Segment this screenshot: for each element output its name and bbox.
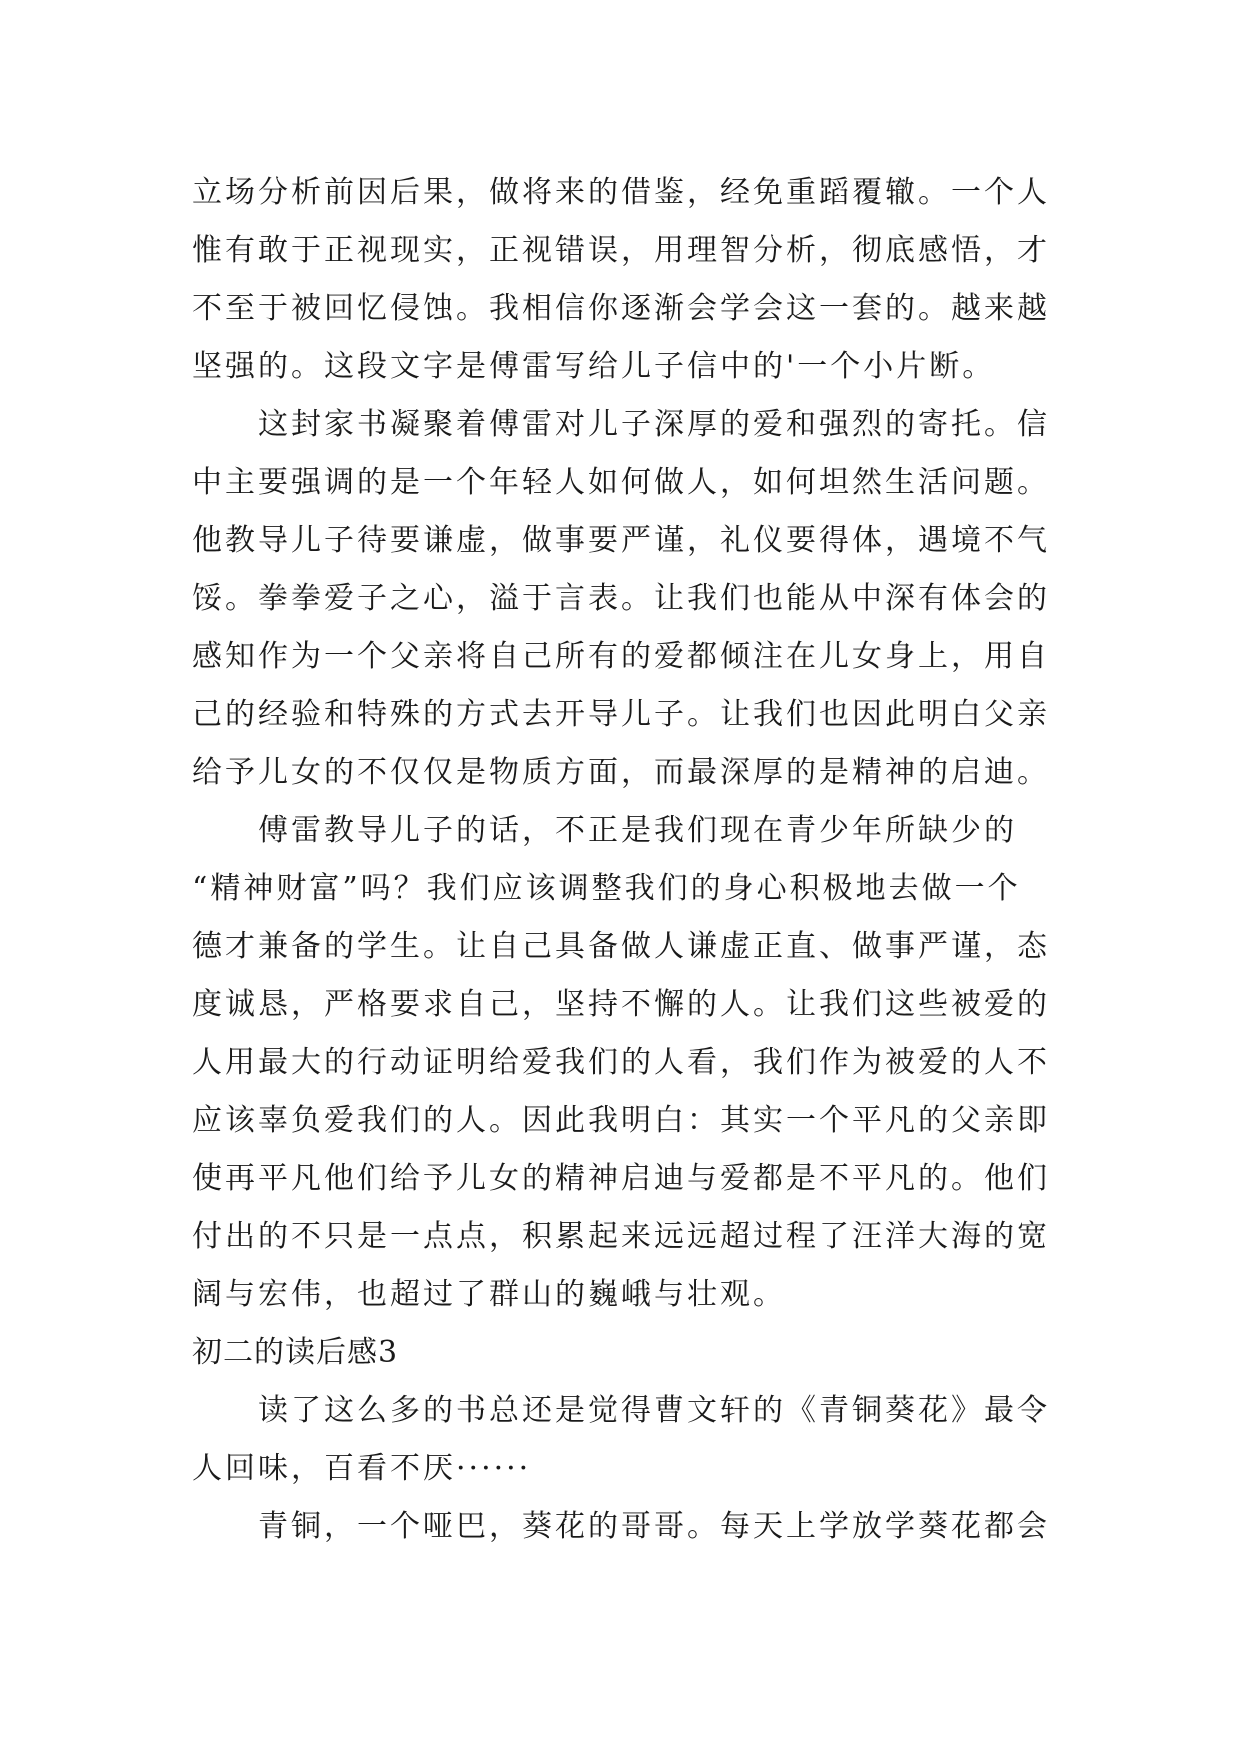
text-line: 付出的不只是一点点，积累起来远远超过程了汪洋大海的宽 (192, 1219, 1050, 1254)
text-line: 馁。拳拳爱子之心，溢于言表。让我们也能从中深有体会的 (192, 581, 1050, 616)
text-line: 这封家书凝聚着傅雷对儿子深厚的爱和强烈的寄托。信 (192, 407, 1050, 442)
text-line: 立场分析前因后果，做将来的借鉴，经免重蹈覆辙。一个人 (192, 175, 1050, 210)
text-line: 人回味，百看不厌······ (192, 1451, 532, 1486)
text-line: 他教导儿子待要谦虚，做事要严谨，礼仪要得体，遇境不气 (192, 523, 1050, 558)
text-line: 中主要强调的是一个年轻人如何做人，如何坦然生活问题。 (192, 465, 1050, 500)
text-line: 坚强的。这段文字是傅雷写给儿子信中的'一个小片断。 (192, 349, 996, 384)
text-line: 应该辜负爱我们的人。因此我明白：其实一个平凡的父亲即 (192, 1103, 1050, 1138)
text-line: 阔与宏伟，也超过了群山的巍峨与壮观。 (192, 1277, 786, 1312)
text-line: 使再平凡他们给予儿女的精神启迪与爱都是不平凡的。他们 (192, 1161, 1050, 1196)
text-line: 度诚恳，严格要求自己，坚持不懈的人。让我们这些被爱的 (192, 987, 1050, 1022)
text-line: 傅雷教导儿子的话，不正是我们现在青少年所缺少的 (192, 813, 1017, 848)
text-line: 己的经验和特殊的方式去开导儿子。让我们也因此明白父亲 (192, 697, 1050, 732)
document-body (192, 164, 1072, 1556)
text-line: 人用最大的行动证明给爱我们的人看，我们作为被爱的人不 (192, 1045, 1050, 1080)
text-line: 读了这么多的书总还是觉得曹文轩的《青铜葵花》最令 (192, 1393, 1050, 1428)
section-heading: 初二的读后感3 (192, 1335, 399, 1370)
text-line: 给予儿女的不仅仅是物质方面，而最深厚的是精神的启迪。 (192, 755, 1050, 790)
text-line: “精神财富”吗？我们应该调整我们的身心积极地去做一个 (192, 871, 1021, 906)
text-line: 德才兼备的学生。让自己具备做人谦虚正直、做事严谨，态 (192, 929, 1050, 964)
text-line: 不至于被回忆侵蚀。我相信你逐渐会学会这一套的。越来越 (192, 291, 1050, 326)
text-line: 青铜，一个哑巴，葵花的哥哥。每天上学放学葵花都会 (192, 1509, 1050, 1544)
text-line: 感知作为一个父亲将自己所有的爱都倾注在儿女身上，用自 (192, 639, 1050, 674)
text-line: 惟有敢于正视现实，正视错误，用理智分析，彻底感悟，才 (192, 233, 1050, 268)
